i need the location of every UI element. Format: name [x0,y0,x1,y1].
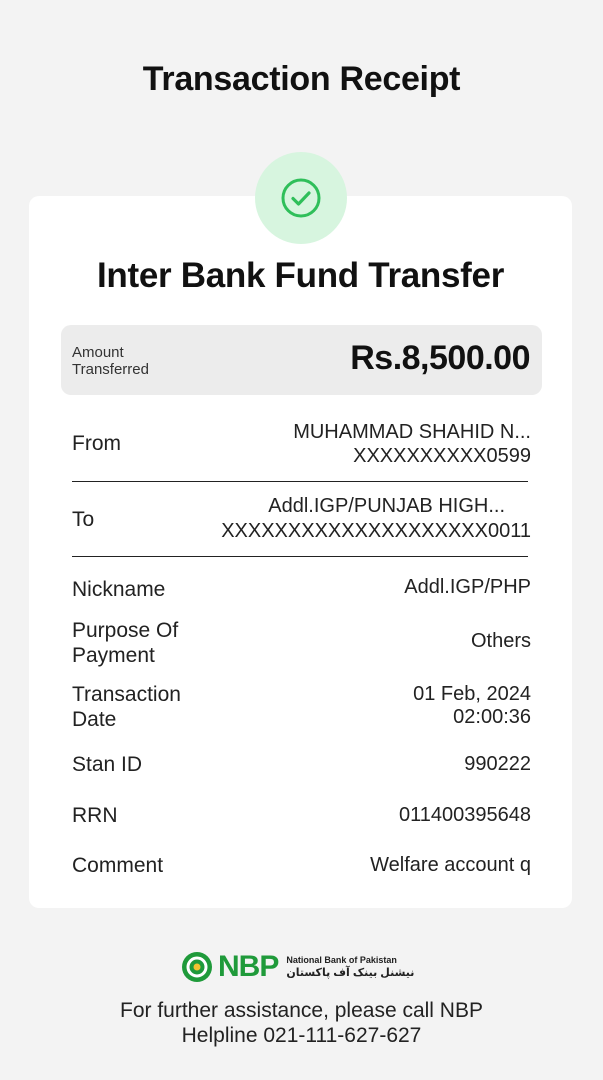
nbp-logo [180,946,425,988]
check-circle-icon [279,176,323,220]
amount-box [61,325,542,395]
card-title: Inter Bank Fund Transfer [96,256,505,295]
nbp-name-ur: نیشنل بینک آف پاکستان [286,967,415,979]
nickname-value: Addl.IGP/PHP [404,576,531,598]
nickname-label: Nickname [72,578,166,601]
from-name: MUHAMMAD SHAHID N... [293,421,531,443]
helpline-text [0,998,603,1048]
divider [72,481,528,482]
from-account: XXXXXXXXXX0599 [353,445,531,467]
to-name: Addl.IGP/PUNJAB HIGH... [268,495,505,517]
purpose-label-line1: Purpose Of [72,619,179,642]
to-label: To [72,508,95,531]
purpose-label-line2: Payment [72,644,155,667]
rrn-label: RRN [72,804,118,827]
purpose-value: Others [470,630,531,652]
rrn-value: 011400395648 [399,804,531,826]
helpline-line1: For further assistance, please call NBP [120,999,483,1022]
stan-label: Stan ID [72,753,143,776]
amount-label-line2: Transferred [72,361,149,378]
amount-label-line1: Amount [72,344,124,361]
date-label-line1: Transaction [72,683,181,706]
time-value: 02:00:36 [453,706,531,728]
stan-value: 990222 [464,753,531,775]
receipt-card [29,196,572,908]
amount-value: Rs.8,500.00 [350,339,530,377]
date-value: 01 Feb, 2024 [413,683,531,705]
date-label-line2: Date [72,708,117,731]
nbp-name-en: National Bank of Pakistan [286,955,397,965]
helpline-line2: Helpline 021-111-627-627 [181,1024,422,1047]
page-title: Transaction Receipt [142,60,461,98]
divider [72,556,528,557]
to-account: XXXXXXXXXXXXXXXXXXXX0011 [221,520,531,542]
nbp-short-name: NBP [218,950,279,983]
date-label [72,682,181,732]
amount-label [72,344,149,378]
comment-label: Comment [72,854,164,877]
purpose-label [72,618,178,668]
nbp-emblem-icon [180,950,214,984]
comment-value: Welfare account q [370,854,531,876]
from-label: From [72,432,121,455]
success-badge [255,152,347,244]
